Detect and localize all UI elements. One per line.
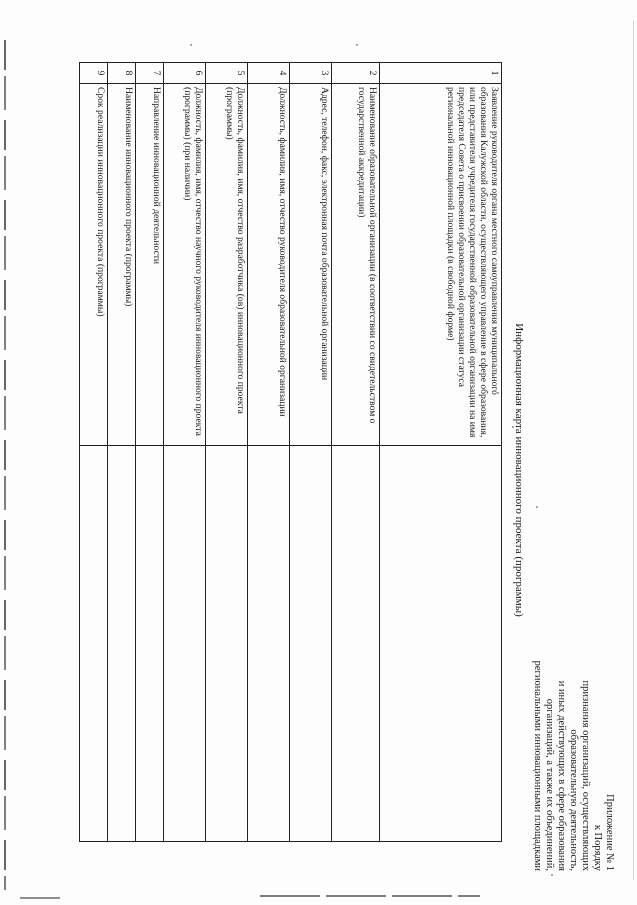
- row-number: 6: [164, 63, 206, 84]
- table-row: [290, 63, 332, 842]
- row-value-cell: [80, 446, 108, 842]
- row-number: 4: [248, 63, 290, 84]
- row-number: 9: [80, 63, 108, 84]
- row-value-cell: [332, 446, 380, 842]
- table-row: [108, 63, 136, 842]
- row-value-cell: [108, 446, 136, 842]
- row-value-cell: [380, 446, 502, 842]
- row-description: Наименование инновационного проекта (программы): [108, 84, 136, 446]
- appendix-line: организаций, а также их объединений,: [544, 698, 555, 871]
- appendix-line: региональными инновационными площадками: [532, 660, 543, 871]
- row-description: Заявление руководителя органа местного самоуправления муниципального образования Калужской области, осуществляющего управление в сфере образования, или представителя учредителя государственной образовательной организации на имя председателя Совета о присвоении образовательной организации статуса региональной инновационной площадки (в свободной форме): [380, 84, 502, 446]
- row-description: Срок реализации инновационного проекта (программы): [80, 84, 108, 446]
- row-value-cell: [290, 446, 332, 842]
- row-value-cell: [206, 446, 248, 842]
- info-card-table: [79, 62, 502, 842]
- table-row: [136, 63, 164, 842]
- table-row: [164, 63, 206, 842]
- row-description: Должность, фамилия, имя, отчество руководителя образовательной организации: [248, 84, 290, 446]
- row-number: 3: [290, 63, 332, 84]
- table-row: [248, 63, 290, 842]
- document-title: Информационная карта инновационного проекта (программы): [513, 323, 525, 617]
- row-description: Наименование образовательной организации (в соответствии со свидетельством о государственной аккредитации): [332, 84, 380, 446]
- row-value-cell: [248, 446, 290, 842]
- row-description: Направление инновационной деятельности: [136, 84, 164, 446]
- appendix-line: к Порядку: [592, 824, 603, 871]
- appendix-line: Приложение № 1: [604, 794, 615, 871]
- appendix-header: [531, 611, 615, 871]
- table-row: [380, 63, 502, 842]
- row-description: Должность, фамилия, имя, отчество разработчика (ов) инновационного проекта (программы): [206, 84, 248, 446]
- row-number: 8: [108, 63, 136, 84]
- row-value-cell: [164, 446, 206, 842]
- table-row: [80, 63, 108, 842]
- row-number: 7: [136, 63, 164, 84]
- row-description: Должность, фамилия, имя, отчество научного руководителя инновационного проекта (программы) (при наличии): [164, 84, 206, 446]
- row-number: 5: [206, 63, 248, 84]
- table-row: [332, 63, 380, 842]
- row-description: Адрес, телефон, факс, электронная почта образовательной организации: [290, 84, 332, 446]
- appendix-line: признания организаций, осуществляющих: [580, 680, 591, 871]
- appendix-line: и иных действующих в сфере образования: [556, 680, 567, 871]
- row-number: 1: [380, 63, 502, 84]
- row-number: 2: [332, 63, 380, 84]
- table-row: [206, 63, 248, 842]
- appendix-line: образовательную деятельность,: [568, 729, 579, 871]
- row-value-cell: [136, 446, 164, 842]
